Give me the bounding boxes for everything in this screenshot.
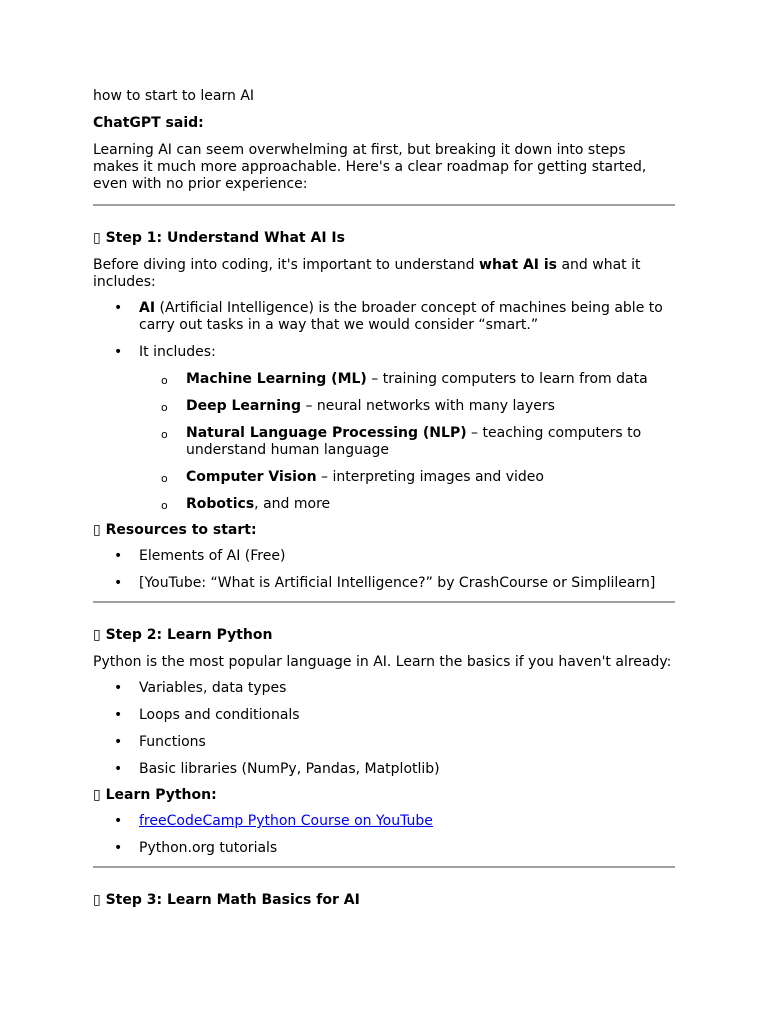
step1-intro-after: and what it includes: — [93, 257, 641, 290]
resource-text: [YouTube: “What is Artificial Intelligence?” by CrashCourse or Simplilearn] — [139, 575, 656, 591]
circle-bullet-icon: o — [161, 428, 168, 441]
step1-intro — [93, 257, 675, 291]
intro-paragraph: Learning AI can seem overwhelming at first, but breaking it down into steps makes it much more approachable. Here's a clear roadmap for getting started, even with no prior experience: — [93, 142, 647, 192]
user-question: how to start to learn AI — [93, 88, 255, 104]
list-item — [93, 734, 675, 751]
circle-bullet-icon: o — [161, 499, 168, 512]
list-item — [93, 761, 675, 778]
topic-text: Functions — [139, 734, 206, 750]
bullet-icon: • — [114, 813, 123, 829]
python-topics-list — [93, 680, 675, 778]
step1-heading — [93, 230, 675, 247]
topic-text: Loops and conditionals — [139, 707, 300, 723]
section-divider — [93, 204, 675, 206]
list-item — [93, 300, 675, 334]
list-item — [93, 344, 675, 513]
topic-text: Variables, data types — [139, 680, 287, 696]
subitem-text: – interpreting images and video — [316, 469, 544, 485]
circle-bullet-icon: o — [161, 374, 168, 387]
section-divider — [93, 601, 675, 603]
tutorials-text: Python.org tutorials — [139, 840, 278, 856]
bullet-icon: • — [114, 680, 123, 696]
bullet-icon: • — [114, 575, 123, 591]
bullet-icon: • — [114, 840, 123, 856]
subitem-term: Robotics — [186, 496, 255, 512]
subitem-term: Machine Learning (ML) — [186, 371, 367, 387]
learn-python-heading — [93, 787, 675, 804]
missing-glyph-icon: ▯ — [93, 787, 101, 803]
sublist-item — [139, 425, 675, 459]
bullet-icon: • — [114, 707, 123, 723]
learn-python-heading-text: Learn Python: — [105, 787, 217, 803]
document-page — [93, 88, 675, 919]
step1-intro-before: Before diving into coding, it's important to understand — [93, 257, 480, 273]
bullet-ai-term: AI — [139, 300, 156, 316]
bullet-icon: • — [114, 734, 123, 750]
bullet-ai-text: (Artificial Intelligence) is the broader concept of machines being able to carry out tasks in a way that we would consider “smart.” — [139, 300, 663, 333]
resource-text: Elements of AI (Free) — [139, 548, 286, 564]
speaker-label-text: ChatGPT said: — [93, 115, 204, 131]
bullet-icon: • — [114, 548, 123, 564]
sublist-item — [139, 371, 675, 388]
list-item — [93, 707, 675, 724]
missing-glyph-icon: ▯ — [93, 627, 101, 643]
resources-list — [93, 548, 675, 592]
bullet-icon: • — [114, 761, 123, 777]
sublist-item — [139, 398, 675, 415]
step1-intro-bold: what AI is — [479, 257, 557, 273]
list-item — [93, 575, 675, 592]
step3-heading-text: Step 3: Learn Math Basics for AI — [105, 892, 360, 908]
bullet-icon: • — [114, 300, 123, 316]
subitem-term: Computer Vision — [186, 469, 317, 485]
circle-bullet-icon: o — [161, 472, 168, 485]
subitem-text: – neural networks with many layers — [301, 398, 555, 414]
list-item — [93, 548, 675, 565]
step1-heading-text: Step 1: Understand What AI Is — [105, 230, 345, 246]
section-divider — [93, 866, 675, 868]
sublist-item — [139, 496, 675, 513]
ai-fields-sublist — [139, 371, 675, 513]
topic-text: Basic libraries (NumPy, Pandas, Matplotlib) — [139, 761, 440, 777]
resources-heading — [93, 522, 675, 539]
subitem-term: Natural Language Processing (NLP) — [186, 425, 467, 441]
subitem-text: – teaching computers to understand human language — [186, 425, 642, 458]
speaker-label — [93, 115, 675, 132]
bullet-icon: • — [114, 344, 123, 360]
step2-intro: Python is the most popular language in AI. Learn the basics if you haven't already: — [93, 654, 672, 670]
subitem-text: , and more — [254, 496, 331, 512]
missing-glyph-icon: ▯ — [93, 892, 101, 908]
list-item — [93, 813, 675, 830]
subitem-term: Deep Learning — [186, 398, 302, 414]
resources-heading-text: Resources to start: — [105, 522, 257, 538]
step1-list — [93, 300, 675, 513]
list-item — [93, 680, 675, 697]
circle-bullet-icon: o — [161, 401, 168, 414]
missing-glyph-icon: ▯ — [93, 522, 101, 538]
subitem-text: – training computers to learn from data — [366, 371, 648, 387]
freecodecamp-link[interactable]: freeCodeCamp Python Course on YouTube — [139, 813, 433, 829]
step2-heading — [93, 627, 675, 644]
bullet-includes-text: It includes: — [139, 344, 216, 360]
list-item — [93, 840, 675, 857]
step2-heading-text: Step 2: Learn Python — [105, 627, 273, 643]
missing-glyph-icon: ▯ — [93, 230, 101, 246]
learn-python-list — [93, 813, 675, 857]
sublist-item — [139, 469, 675, 486]
step3-heading — [93, 892, 675, 909]
